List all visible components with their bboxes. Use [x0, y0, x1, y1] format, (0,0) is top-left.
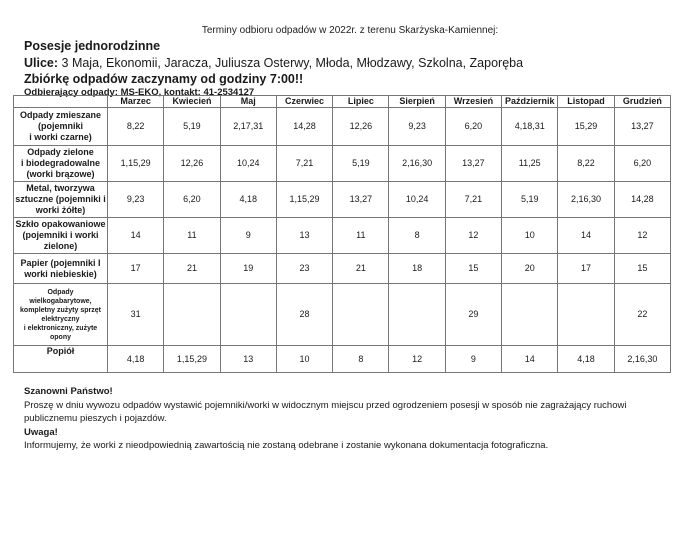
pickup-dates-cell: 2,16,30: [614, 346, 670, 373]
pickup-dates-cell: 21: [164, 254, 220, 284]
waste-category-line: Popiół: [46, 346, 75, 356]
pickup-dates-cell: 5,19: [502, 182, 558, 218]
start-time-note: Zbiórkę odpadów zaczynamy od godziny 7:00!!: [24, 72, 304, 86]
waste-category-line: i worki czarne): [29, 132, 92, 142]
pickup-dates-cell: 9,23: [389, 108, 445, 146]
pickup-dates-cell: 23: [276, 254, 332, 284]
waste-category-line: i elektroniczny, zużyte: [23, 324, 98, 332]
waste-category-line: (worki brązowe): [26, 169, 95, 179]
streets-line: [24, 56, 523, 70]
pickup-dates-cell: 13: [220, 346, 276, 373]
pickup-dates-cell: 15: [614, 254, 670, 284]
pickup-dates-cell: 6,20: [164, 182, 220, 218]
waste-category-cell: [14, 284, 108, 346]
pickup-dates-cell: 8,22: [108, 108, 164, 146]
pickup-dates-cell: 4,18: [558, 346, 614, 373]
table-row: [14, 218, 671, 254]
table-row: [14, 284, 671, 346]
table-header-row: [14, 96, 671, 108]
document-title: Terminy odbioru odpadów w 2022r. z terenu Skarżyska-Kamiennej:: [201, 25, 499, 36]
pickup-dates-cell: 8: [389, 218, 445, 254]
waste-category-line: worki niebieskie): [24, 268, 97, 279]
pickup-dates-cell: 12: [614, 218, 670, 254]
pickup-dates-cell: 14: [558, 218, 614, 254]
table-row: [14, 108, 671, 146]
pickup-dates-cell: 31: [108, 284, 164, 346]
waste-category-line: i biodegradowalne: [20, 158, 100, 168]
waste-category-line: sztuczne (pojemniki i: [15, 194, 106, 204]
streets-label: Ulice:: [24, 56, 59, 70]
month-header: Maj: [220, 96, 276, 108]
waste-category-cell: [14, 346, 108, 373]
pickup-dates-cell: 4,18: [220, 182, 276, 218]
waste-category-line: Odpady zmieszane: [19, 110, 102, 120]
waste-category-line: zielone): [43, 241, 78, 251]
header-corner: [14, 96, 108, 108]
month-header: Marzec: [108, 96, 164, 108]
pickup-dates-cell: [220, 284, 276, 346]
pickup-dates-cell: 1,15,29: [164, 346, 220, 373]
pickup-dates-cell: 22: [614, 284, 670, 346]
pickup-dates-cell: 12: [445, 218, 501, 254]
pickup-dates-cell: 14,28: [276, 108, 332, 146]
pickup-dates-cell: 19: [220, 254, 276, 284]
table-row: [14, 254, 671, 284]
pickup-dates-cell: 10,24: [389, 182, 445, 218]
pickup-dates-cell: 10,24: [220, 146, 276, 182]
collection-schedule-table: [13, 95, 671, 373]
pickup-dates-cell: 5,19: [333, 146, 389, 182]
pickup-dates-cell: 18: [389, 254, 445, 284]
pickup-dates-cell: 15: [445, 254, 501, 284]
month-header: Listopad: [558, 96, 614, 108]
waste-category-line: elektryczny: [41, 315, 80, 323]
pickup-dates-cell: 14,28: [614, 182, 670, 218]
streets-list: 3 Maja, Ekonomii, Jaracza, Juliusza Osterwy, Młoda, Młodzawy, Szkolna, Zaporęba: [58, 56, 524, 70]
waste-category-line: (pojemniki i worki: [22, 230, 99, 240]
month-header: Październik: [502, 96, 558, 108]
section-heading: Posesje jednorodzinne: [24, 39, 161, 53]
waste-category-cell: [14, 146, 108, 182]
pickup-dates-cell: 12,26: [164, 146, 220, 182]
pickup-dates-cell: 11: [164, 218, 220, 254]
pickup-dates-cell: 9: [445, 346, 501, 373]
month-header: Grudzień: [614, 96, 670, 108]
pickup-dates-cell: 2,17,31: [220, 108, 276, 146]
pickup-dates-cell: 4,18,31: [502, 108, 558, 146]
pickup-dates-cell: 6,20: [445, 108, 501, 146]
notice-greeting: Szanowni Państwo!: [24, 386, 113, 397]
pickup-dates-cell: [164, 284, 220, 346]
month-header: Lipiec: [333, 96, 389, 108]
pickup-dates-cell: 13,27: [333, 182, 389, 218]
pickup-dates-cell: 9,23: [108, 182, 164, 218]
pickup-dates-cell: 9: [220, 218, 276, 254]
pickup-dates-cell: 7,21: [276, 146, 332, 182]
pickup-dates-cell: 20: [502, 254, 558, 284]
notice-block: [24, 385, 674, 453]
waste-category-line: Odpady: [47, 288, 74, 296]
pickup-dates-cell: [558, 284, 614, 346]
pickup-dates-cell: 14: [108, 218, 164, 254]
pickup-dates-cell: [333, 284, 389, 346]
month-header: Czerwiec: [276, 96, 332, 108]
notice-request: Proszę w dniu wywozu odpadów wystawić pojemniki/worki w widocznym miejscu przed ogrodzeniem posesji w sposób nie zagrażający ruchowi publicznemu pieszych i pojazdów.: [24, 399, 627, 424]
waste-category-line: (pojemniki: [37, 121, 83, 131]
pickup-dates-cell: 11: [333, 218, 389, 254]
pickup-dates-cell: 29: [445, 284, 501, 346]
pickup-dates-cell: 12: [389, 346, 445, 373]
waste-category-line: worki żółte): [35, 205, 86, 215]
pickup-dates-cell: 14: [502, 346, 558, 373]
waste-category-line: opony: [50, 333, 71, 341]
waste-category-cell: [14, 254, 108, 284]
collector-contact: Odbierający odpady: MS-EKO, kontakt: 41-2534127: [24, 87, 255, 98]
pickup-dates-cell: 10: [276, 346, 332, 373]
pickup-dates-cell: 11,25: [502, 146, 558, 182]
pickup-dates-cell: 21: [333, 254, 389, 284]
waste-category-line: wielkogabarytowe,: [29, 297, 92, 305]
waste-category-cell: [14, 218, 108, 254]
pickup-dates-cell: 12,26: [333, 108, 389, 146]
pickup-dates-cell: 8,22: [558, 146, 614, 182]
pickup-dates-cell: 10: [502, 218, 558, 254]
month-header: Sierpień: [389, 96, 445, 108]
waste-category-line: Szkło opakowaniowe: [15, 219, 106, 229]
pickup-dates-cell: 1,15,29: [108, 146, 164, 182]
pickup-dates-cell: 6,20: [614, 146, 670, 182]
month-header: Kwiecień: [164, 96, 220, 108]
month-header: Wrzesień: [445, 96, 501, 108]
pickup-dates-cell: 28: [276, 284, 332, 346]
notice-warning: Informujemy, że worki z nieodpowiednią zawartością nie zostaną odebrane i zostanie wykonana dokumentacja fotograficzna.: [24, 440, 549, 451]
table-row: [14, 146, 671, 182]
waste-category-line: Odpady zielone: [27, 147, 94, 157]
pickup-dates-cell: 4,18: [108, 346, 164, 373]
pickup-dates-cell: 13,27: [614, 108, 670, 146]
waste-category-cell: [14, 108, 108, 146]
pickup-dates-cell: 17: [108, 254, 164, 284]
table-row: [14, 346, 671, 373]
table-row: [14, 182, 671, 218]
pickup-dates-cell: 8: [333, 346, 389, 373]
pickup-dates-cell: 13: [276, 218, 332, 254]
pickup-dates-cell: 1,15,29: [276, 182, 332, 218]
waste-category-line: Metal, tworzywa: [26, 183, 95, 193]
pickup-dates-cell: 5,19: [164, 108, 220, 146]
waste-category-line: Papier (pojemniki I: [20, 257, 101, 268]
waste-category-cell: [14, 182, 108, 218]
pickup-dates-cell: 2,16,30: [389, 146, 445, 182]
pickup-dates-cell: 15,29: [558, 108, 614, 146]
waste-category-line: kompletny zużyty sprzęt: [20, 306, 101, 314]
pickup-dates-cell: 17: [558, 254, 614, 284]
notice-warning-label: Uwaga!: [24, 426, 58, 438]
pickup-dates-cell: [502, 284, 558, 346]
pickup-dates-cell: [389, 284, 445, 346]
pickup-dates-cell: 13,27: [445, 146, 501, 182]
pickup-dates-cell: 2,16,30: [558, 182, 614, 218]
pickup-dates-cell: 7,21: [445, 182, 501, 218]
